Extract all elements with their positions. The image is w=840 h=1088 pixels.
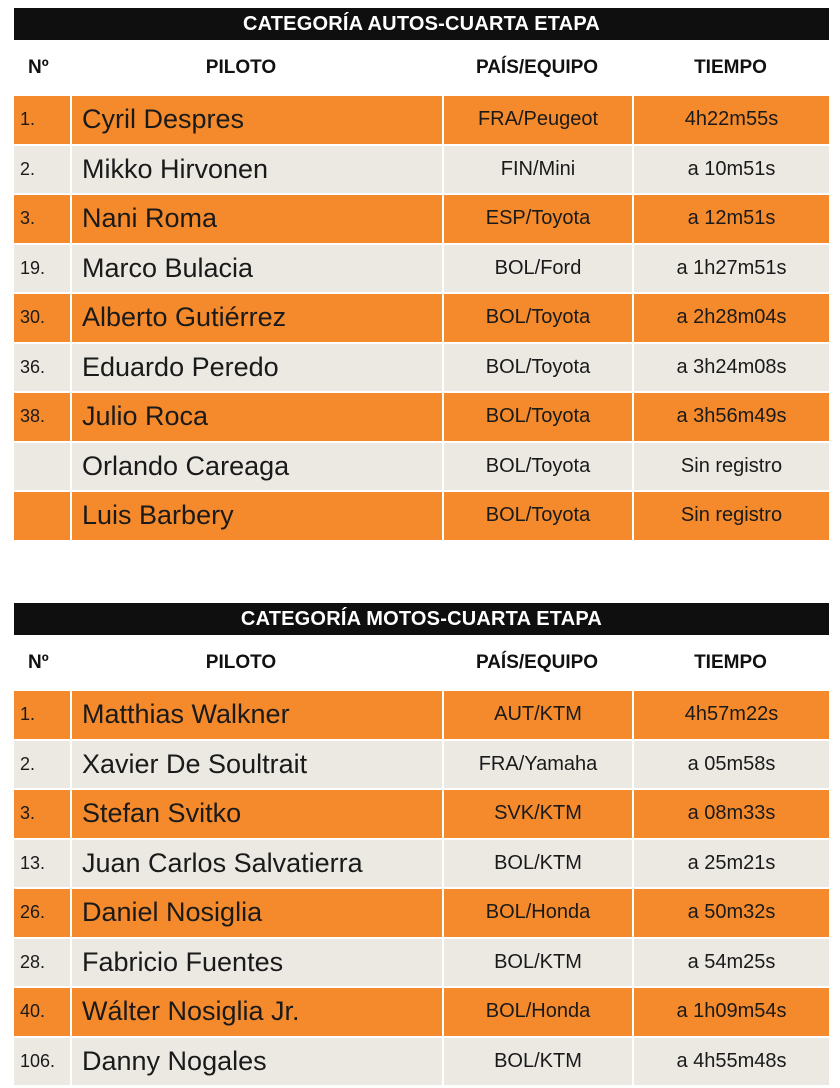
row-piloto: Xavier De Soultrait	[70, 741, 442, 791]
row-pais-equipo: ESP/Toyota	[442, 195, 632, 245]
row-piloto: Matthias Walkner	[70, 691, 442, 741]
row-piloto: Juan Carlos Salvatierra	[70, 840, 442, 890]
row-number: 30.	[14, 294, 70, 344]
row-number: 40.	[14, 988, 70, 1038]
motos-header-row	[14, 635, 829, 691]
row-pais-equipo: BOL/Ford	[442, 245, 632, 295]
row-number: 2.	[14, 146, 70, 196]
row-tiempo: a 08m33s	[632, 790, 829, 840]
row-piloto: Cyril Despres	[70, 96, 442, 146]
table-row	[14, 691, 829, 741]
motos-results-table	[14, 603, 829, 1087]
table-row	[14, 393, 829, 443]
row-piloto: Fabricio Fuentes	[70, 939, 442, 989]
header-number: Nº	[28, 652, 49, 673]
row-number: 36.	[14, 344, 70, 394]
row-pais-equipo: BOL/KTM	[442, 1038, 632, 1088]
row-tiempo: a 1h27m51s	[632, 245, 829, 295]
row-piloto: Julio Roca	[70, 393, 442, 443]
row-number	[14, 443, 70, 493]
row-piloto: Wálter Nosiglia Jr.	[70, 988, 442, 1038]
table-row	[14, 840, 829, 890]
row-pais-equipo: BOL/Toyota	[442, 344, 632, 394]
row-pais-equipo: SVK/KTM	[442, 790, 632, 840]
row-tiempo: a 1h09m54s	[632, 988, 829, 1038]
row-tiempo: Sin registro	[632, 443, 829, 493]
table-row	[14, 245, 829, 295]
table-row	[14, 96, 829, 146]
autos-results-table	[14, 8, 829, 542]
row-pais-equipo: BOL/Honda	[442, 988, 632, 1038]
table-row	[14, 344, 829, 394]
row-piloto: Daniel Nosiglia	[70, 889, 442, 939]
header-tiempo: TIEMPO	[694, 57, 767, 78]
row-number: 26.	[14, 889, 70, 939]
row-piloto: Danny Nogales	[70, 1038, 442, 1088]
row-tiempo: 4h22m55s	[632, 96, 829, 146]
row-tiempo: a 05m58s	[632, 741, 829, 791]
row-tiempo: a 50m32s	[632, 889, 829, 939]
row-pais-equipo: BOL/Toyota	[442, 294, 632, 344]
row-pais-equipo: FIN/Mini	[442, 146, 632, 196]
row-number: 3.	[14, 195, 70, 245]
row-number	[14, 492, 70, 542]
row-number: 1.	[14, 96, 70, 146]
row-tiempo: a 3h56m49s	[632, 393, 829, 443]
header-piloto: PILOTO	[205, 57, 277, 78]
header-pais-equipo: PAÍS/EQUIPO	[475, 652, 599, 673]
row-number: 1.	[14, 691, 70, 741]
row-number: 106.	[14, 1038, 70, 1088]
row-tiempo: a 25m21s	[632, 840, 829, 890]
row-number: 2.	[14, 741, 70, 791]
row-pais-equipo: FRA/Yamaha	[442, 741, 632, 791]
row-number: 19.	[14, 245, 70, 295]
motos-rows	[14, 691, 829, 1087]
row-pais-equipo: FRA/Peugeot	[442, 96, 632, 146]
row-tiempo: a 3h24m08s	[632, 344, 829, 394]
table-row	[14, 988, 829, 1038]
row-number: 13.	[14, 840, 70, 890]
table-row	[14, 195, 829, 245]
header-piloto: PILOTO	[205, 652, 277, 673]
row-tiempo: Sin registro	[632, 492, 829, 542]
table-row	[14, 443, 829, 493]
autos-rows	[14, 96, 829, 542]
row-piloto: Marco Bulacia	[70, 245, 442, 295]
autos-table-title: CATEGORÍA AUTOS-CUARTA ETAPA	[14, 8, 829, 40]
motos-table-title: CATEGORÍA MOTOS-CUARTA ETAPA	[14, 603, 829, 635]
row-pais-equipo: BOL/Honda	[442, 889, 632, 939]
row-tiempo: a 10m51s	[632, 146, 829, 196]
row-tiempo: a 2h28m04s	[632, 294, 829, 344]
row-piloto: Mikko Hirvonen	[70, 146, 442, 196]
row-tiempo: a 12m51s	[632, 195, 829, 245]
table-row	[14, 294, 829, 344]
row-tiempo: a 54m25s	[632, 939, 829, 989]
row-pais-equipo: AUT/KTM	[442, 691, 632, 741]
header-tiempo: TIEMPO	[694, 652, 767, 673]
row-number: 28.	[14, 939, 70, 989]
row-piloto: Stefan Svitko	[70, 790, 442, 840]
table-row	[14, 939, 829, 989]
table-row	[14, 492, 829, 542]
row-pais-equipo: BOL/Toyota	[442, 492, 632, 542]
row-tiempo: a 4h55m48s	[632, 1038, 829, 1088]
row-piloto: Alberto Gutiérrez	[70, 294, 442, 344]
table-row	[14, 146, 829, 196]
row-pais-equipo: BOL/KTM	[442, 840, 632, 890]
table-row	[14, 790, 829, 840]
header-pais-equipo: PAÍS/EQUIPO	[475, 57, 599, 78]
row-piloto: Nani Roma	[70, 195, 442, 245]
row-number: 38.	[14, 393, 70, 443]
row-pais-equipo: BOL/Toyota	[442, 443, 632, 493]
row-piloto: Luis Barbery	[70, 492, 442, 542]
row-piloto: Eduardo Peredo	[70, 344, 442, 394]
table-row	[14, 741, 829, 791]
header-number: Nº	[28, 57, 49, 78]
table-row	[14, 1038, 829, 1088]
row-pais-equipo: BOL/Toyota	[442, 393, 632, 443]
row-tiempo: 4h57m22s	[632, 691, 829, 741]
table-row	[14, 889, 829, 939]
autos-header-row	[14, 40, 829, 96]
row-pais-equipo: BOL/KTM	[442, 939, 632, 989]
row-piloto: Orlando Careaga	[70, 443, 442, 493]
row-number: 3.	[14, 790, 70, 840]
